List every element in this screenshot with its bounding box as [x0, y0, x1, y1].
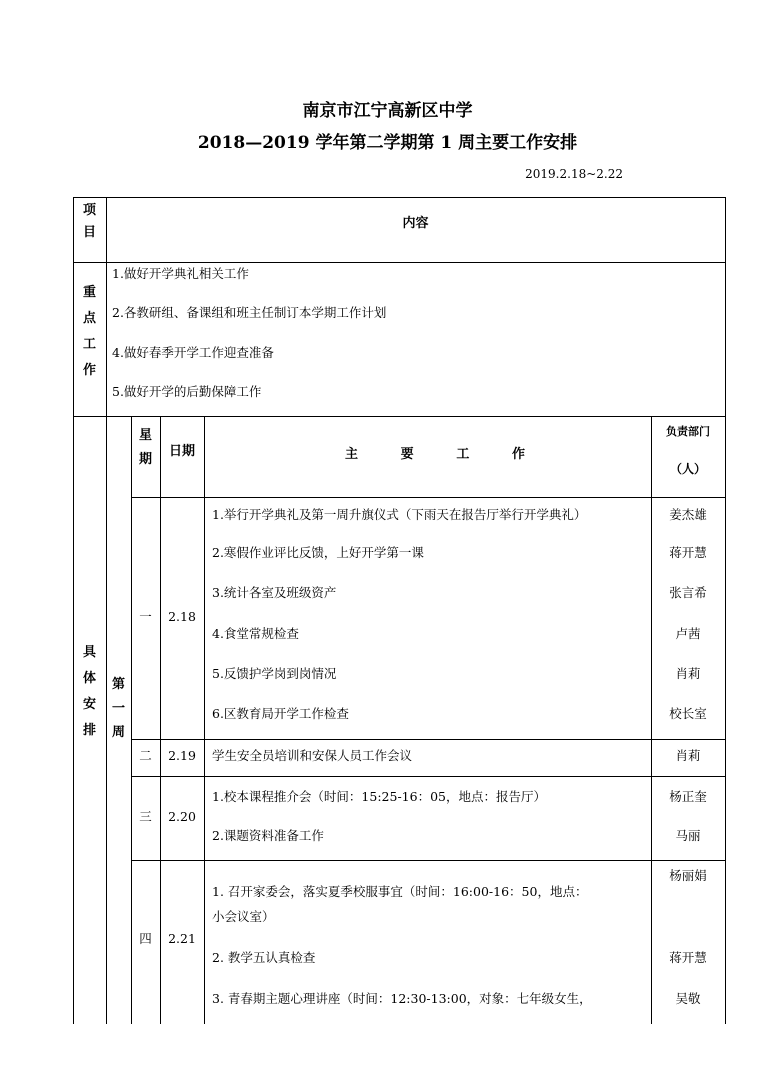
- task-owner: 张言希: [669, 585, 707, 600]
- key-item: 4.做好春季开学工作迎查准备: [112, 345, 274, 360]
- date-cell: 2.19: [168, 748, 196, 763]
- task-text: 2.课题资料准备工作: [212, 828, 324, 843]
- task-owner: 校长室: [669, 706, 707, 721]
- week-label: 第 一 周: [111, 677, 125, 740]
- task-owner: 蒋开慧: [669, 950, 707, 965]
- task-owner: 卢茜: [675, 626, 701, 641]
- date-cell: 2.20: [168, 809, 196, 824]
- task-owner: 肖莉: [675, 666, 701, 681]
- task-text: 6.区教育局开学工作检查: [212, 706, 349, 721]
- key-item: 2.各教研组、备课组和班主任制订本学期工作计划: [112, 305, 387, 320]
- task-owner: 吴敬: [675, 991, 701, 1006]
- weekday-header: 星 期: [138, 428, 152, 467]
- task-owner: 杨丽娟: [669, 868, 707, 883]
- weekday-cell: 二: [139, 748, 152, 763]
- date-range: 2019.2.18~2.22: [525, 167, 623, 181]
- school-name: 南京市江宁高新区中学: [302, 101, 473, 121]
- task-text: 5.反馈护学岗到岗情况: [212, 666, 337, 681]
- col-item-header: 项 目: [82, 203, 96, 240]
- key-item: 1.做好开学典礼相关工作: [112, 266, 249, 281]
- task-text: 1.举行开学典礼及第一周升旗仪式（下雨天在报告厅举行开学典礼）: [212, 507, 587, 522]
- schedule-label: 具 体 安 排: [82, 645, 96, 738]
- work-header: 主 要 工 作: [345, 447, 525, 462]
- dept-header-sub: （人）: [669, 462, 706, 476]
- date-cell: 2.21: [168, 931, 196, 946]
- weekday-cell: 一: [139, 609, 152, 624]
- task-text: 3.统计各室及班级资产: [212, 585, 337, 600]
- page-title: 2018—2019 学年第二学期第 1 周主要工作安排: [197, 133, 578, 153]
- weekday-cell: 四: [139, 931, 152, 946]
- task-owner: 马丽: [675, 828, 701, 843]
- key-item: 5.做好开学的后勤保障工作: [112, 384, 262, 399]
- task-text: 学生安全员培训和安保人员工作会议: [212, 748, 413, 763]
- task-text-cont: 小会议室）: [212, 909, 275, 924]
- dept-header: 负责部门: [666, 425, 710, 438]
- task-text: 3. 青春期主题心理讲座（时间：12:30-13:00，对象：七年级女生，: [212, 991, 592, 1006]
- task-owner: 蒋开慧: [669, 545, 707, 560]
- key-work-label: 重 点 工 作: [82, 285, 96, 378]
- task-text: 2.寒假作业评比反馈，上好开学第一课: [212, 545, 424, 560]
- task-owner: 杨正奎: [669, 789, 707, 804]
- task-owner: 姜杰雄: [669, 507, 707, 522]
- task-text: 2. 教学五认真检查: [212, 950, 316, 965]
- task-text: 1.校本课程推介会（时间：15:25-16：05，地点：报告厅）: [212, 789, 546, 804]
- date-cell: 2.18: [168, 609, 196, 624]
- weekday-cell: 三: [139, 809, 152, 824]
- task-text: 4.食堂常规检查: [212, 626, 299, 641]
- col-content-header: 内容: [402, 216, 429, 231]
- task-owner: 肖莉: [675, 748, 701, 763]
- date-header: 日期: [168, 444, 195, 459]
- task-text: 1. 召开家委会，落实夏季校服事宜（时间：16:00-16：50，地点：: [212, 884, 588, 899]
